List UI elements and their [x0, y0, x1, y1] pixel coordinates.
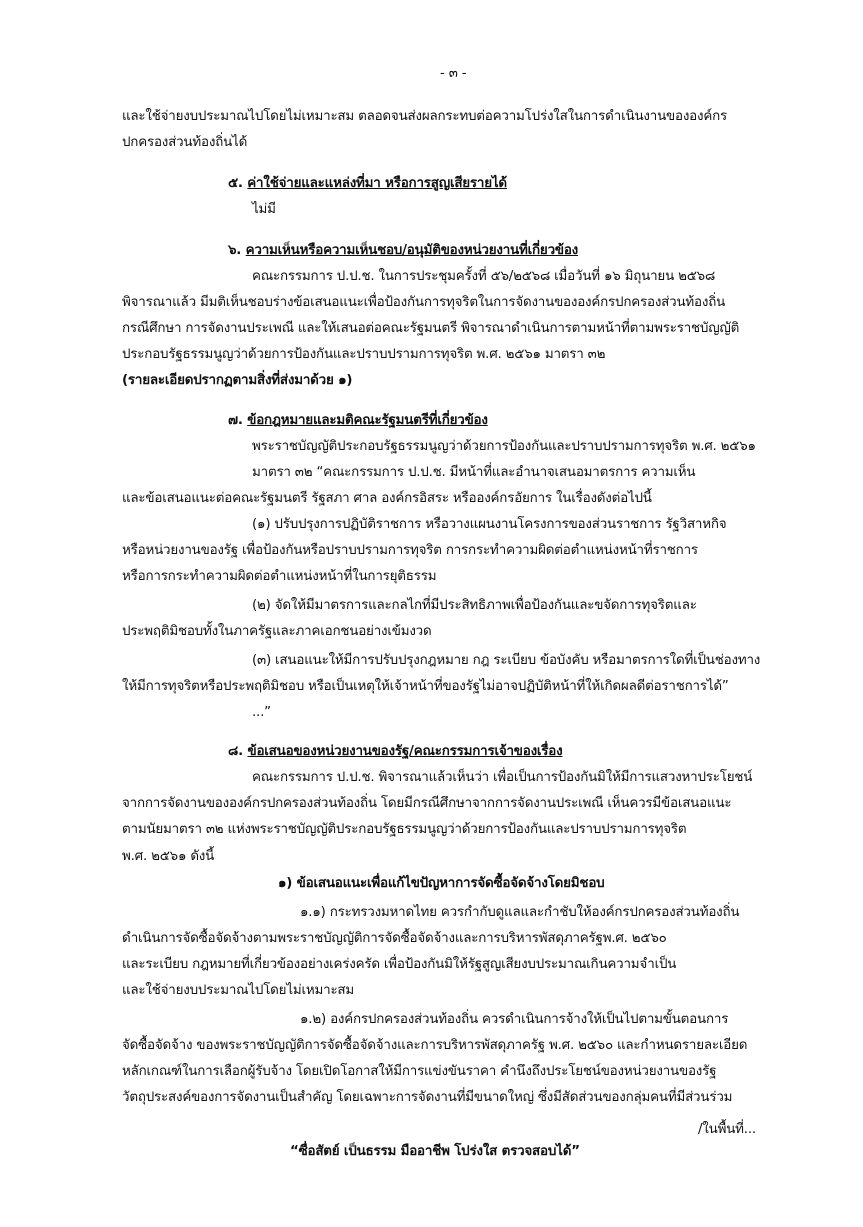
section8-title: ข้อเสนอของหน่วยงานของรัฐ/คณะกรรมการเจ้าของเรื่อง [247, 744, 563, 759]
section6-title: ความเห็นหรือความเห็นชอบ/อนุมัติของหน่วยงานที่เกี่ยวข้อง [245, 243, 579, 258]
section5-number: ๕. [228, 176, 243, 191]
section6-heading [228, 241, 578, 261]
section6-line-2: พิจารณาแล้ว มีมติเห็นชอบร่างข้อเสนอแนะเพื่อป้องกันการทุจริตในการจัดงานขององค์กรปกครองส่วนท้องถิ่น [122, 295, 726, 310]
section7-title: ข้อกฎหมายและมติคณะรัฐมนตรีที่เกี่ยวข้อง [247, 413, 488, 428]
section7-line-1: พระราชบัญญัติประกอบรัฐธรรมนูญว่าด้วยการป้องกันและปราบปรามการทุจริต พ.ศ. ๒๕๖๑ [252, 439, 756, 454]
section8-line-2: จากการจัดงานขององค์กรปกครองส่วนท้องถิ่น โดยมีกรณีศึกษาจากการจัดงานประเพณี เห็นควรมีข้อเสนอแนะ [122, 796, 732, 811]
section8-line-1: คณะกรรมการ ป.ป.ช. พิจารณาแล้วเห็นว่า เพื่อเป็นการป้องกันมิให้มีการแสวงหาประโยชน์ [252, 770, 753, 785]
page-number: - ๓ - [440, 66, 467, 81]
section8-sub-line-2: ดำเนินการจัดซื้อจัดจ้างตามพระราชบัญญัติการจัดซื้อจัดจ้างและการบริหารพัสดุภาครัฐพ.ศ. ๒๕๖๐ [122, 931, 667, 946]
section8-sub-line-3: และระเบียบ กฎหมายที่เกี่ยวข้องอย่างเคร่งครัด เพื่อป้องกันมิให้รัฐสูญเสียงบประมาณเกินความจำเป็น [122, 957, 677, 972]
section6-line-3: กรณีศึกษา การจัดงานประเพณี และให้เสนอต่อคณะรัฐมนตรี พิจารณาดำเนินการตามหน้าที่ตามพระราชบัญญัติ [122, 321, 740, 336]
section6-line-4: ประกอบรัฐธรรมนูญว่าด้วยการป้องกันและปราบปรามการทุจริต พ.ศ. ๒๕๖๑ มาตรา ๓๒ [122, 347, 606, 362]
section7-line-4: (๑) ปรับปรุงการปฏิบัติราชการ หรือวางแผนงานโครงการของส่วนราชการ รัฐวิสาหกิจ [252, 517, 727, 532]
section7-line-3: และข้อเสนอแนะต่อคณะรัฐมนตรี รัฐสภา ศาล องค์กรอิสระ หรือองค์กรอัยการ ในเรื่องดังต่อไปนี้ [122, 491, 652, 506]
section7-line-8: ประพฤติมิชอบทั้งในภาครัฐและภาคเอกชนอย่างเข้มงวด [122, 624, 432, 639]
section8-sub-line-6: จัดซื้อจัดจ้าง ของพระราชบัญญัติการจัดซื้อจัดจ้างและการบริหารพัสดุภาครัฐ พ.ศ. ๒๕๖๐ และกำหนดรายละเอียด [122, 1038, 748, 1053]
section7-heading [228, 411, 488, 431]
section7-line-10: ให้มีการทุจริตหรือประพฤติมิชอบ หรือเป็นเหตุให้เจ้าหน้าที่ของรัฐไม่อาจปฏิบัติหน้าที่ให้เกิดผลดีต่อราชการได้” [122, 679, 729, 694]
section8-line-4: พ.ศ. ๒๕๖๑ ดังนี้ [122, 849, 215, 864]
intro-line-1: และใช้จ่ายงบประมาณไปโดยไม่เหมาะสม ตลอดจนส่งผลกระทบต่อความโปร่งใสในการดำเนินงานขององค์กร [122, 109, 727, 124]
section8-sub-line-7: หลักเกณฑ์ในการเลือกผู้รับจ้าง โดยเปิดโอกาสให้มีการแข่งขันราคา คำนึงถึงประโยชน์ของหน่วยงานของรัฐ [122, 1064, 717, 1079]
section8-sub-line-1: ๑.๑) กระทรวงมหาดไทย ควรกำกับดูแลและกำชับให้องค์กรปกครองส่วนท้องถิ่น [300, 905, 740, 920]
section7-line-9: (๓) เสนอแนะให้มีการปรับปรุงกฎหมาย กฎ ระเบียบ ข้อบังคับ หรือมาตรการใดที่เป็นช่องทาง [252, 653, 761, 668]
section5-body: ไม่มี [252, 202, 276, 217]
section6-note: (รายละเอียดปรากฏตามสิ่งที่ส่งมาด้วย ๑) [122, 373, 353, 388]
section7-line-7: (๒) จัดให้มีมาตรการและกลไกที่มีประสิทธิภาพเพื่อป้องกันและขจัดการทุจริตและ [252, 598, 697, 613]
intro-line-2: ปกครองส่วนท้องถิ่นได้ [122, 135, 248, 150]
section7-number: ๗. [228, 413, 243, 428]
section6-number: ๖. [228, 243, 242, 258]
section6-line-1: คณะกรรมการ ป.ป.ช. ในการประชุมครั้งที่ ๕๖/๒๕๖๘ เมื่อวันที่ ๑๖ มิถุนายน ๒๕๖๘ [252, 269, 716, 284]
section7-line-6: หรือการกระทำความผิดต่อตำแหน่งหน้าที่ในการยุติธรรม [122, 569, 437, 584]
section8-heading [228, 742, 562, 762]
section8-line-3: ตามนัยมาตรา ๓๒ แห่งพระราชบัญญัติประกอบรัฐธรรมนูญว่าด้วยการป้องกันและปราบปรามการทุจริต [122, 822, 687, 837]
section7-line-11: ...” [252, 705, 271, 720]
section8-sub-line-8: วัตถุประสงค์ของการจัดงานเป็นสำคัญ โดยเฉพาะการจัดงานที่มีขนาดใหญ่ ซึ่งมีสัดส่วนของกลุ่มคนที่มีส่วนร่วม [122, 1090, 733, 1105]
section7-line-5: หรือหน่วยงานของรัฐ เพื่อป้องกันหรือปราบปรามการทุจริต การกระทำความผิดต่อตำแหน่งหน้าที่ราชการ [122, 543, 698, 558]
footer-motto: “ซื่อสัตย์ เป็นธรรม มืออาชีพ โปร่งใส ตรวจสอบได้” [290, 1144, 580, 1159]
section8-subheading: ๑) ข้อเสนอแนะเพื่อแก้ไขปัญหาการจัดซื้อจัดจ้างโดยมิชอบ [278, 876, 605, 891]
section5-title: ค่าใช้จ่ายและแหล่งที่มา หรือการสูญเสียรายได้ [247, 176, 507, 191]
section8-sub-line-4: และใช้จ่ายงบประมาณไปโดยไม่เหมาะสม [122, 983, 355, 998]
section7-line-2: มาตรา ๓๒ “คณะกรรมการ ป.ป.ช. มีหน้าที่และอำนาจเสนอมาตรการ ความเห็น [252, 465, 696, 480]
section8-sub-line-5: ๑.๒) องค์กรปกครองส่วนท้องถิ่น ควรดำเนินการจ้างให้เป็นไปตามขั้นตอนการ [300, 1012, 729, 1027]
section5-heading [228, 174, 507, 194]
section8-number: ๘. [228, 744, 244, 759]
continuation-marker: /ในพื้นที่... [698, 1122, 756, 1137]
